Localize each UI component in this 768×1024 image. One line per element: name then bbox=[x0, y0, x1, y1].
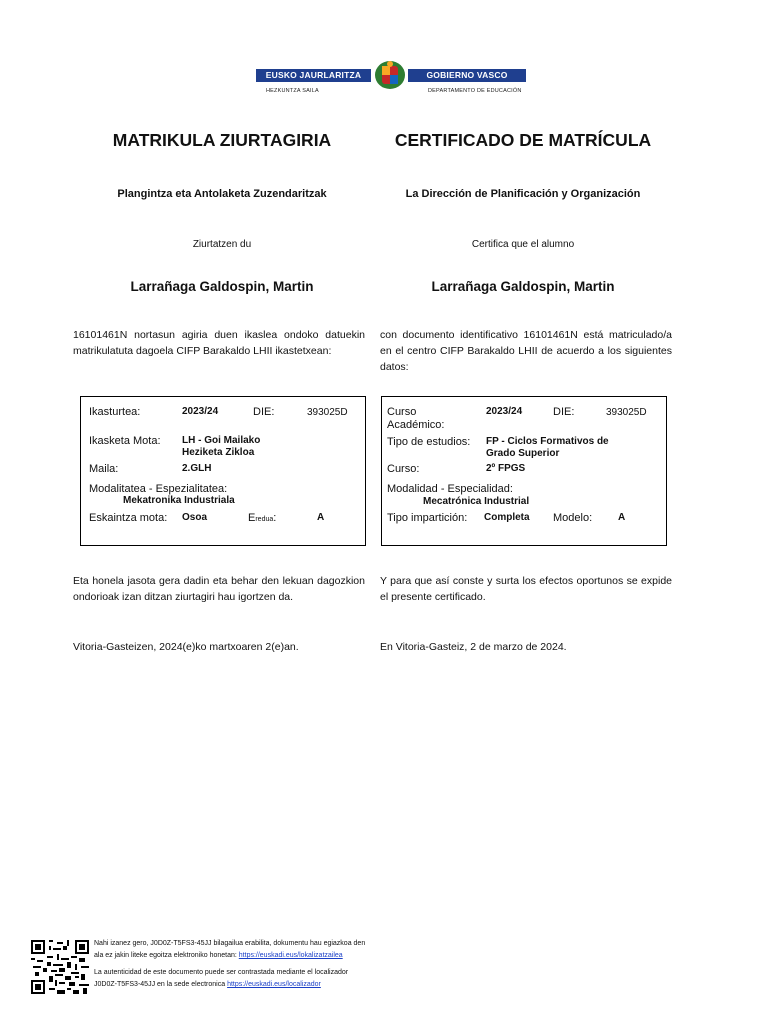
closing-eu: Eta honela jasota gera dadin eta behar den lekuan dagozkion ondorioak izan ditzan ziurtagiri hau igortzen da. bbox=[73, 575, 365, 603]
study-type-label: Tipo de estudios: bbox=[387, 436, 471, 448]
die-label: DIE: bbox=[253, 406, 275, 418]
level-value: 2.GLH bbox=[182, 463, 212, 474]
intro-es: con documento identificativo 16101461N está matriculado/a en el centro CIFP Barakaldo LHII de acuerdo a los siguientes datos: bbox=[380, 329, 672, 373]
footer-es-link[interactable]: https://euskadi.eus/localizador bbox=[227, 981, 321, 988]
student-name-eu: Larrañaga Galdospin, Martin bbox=[130, 279, 314, 294]
title-es: CERTIFICADO DE MATRÍCULA bbox=[394, 130, 652, 150]
logo-sub-right: DEPARTAMENTO DE EDUCACIÓN bbox=[428, 88, 522, 94]
die-value: 393025D bbox=[606, 407, 647, 418]
footer-eu-line1: Nahi izanez gero, J0D0Z-T5FS3-45JJ bilagailua erabilita, dokumentu hau egiazkoa den bbox=[94, 940, 366, 947]
year-label: Ikasturtea: bbox=[89, 406, 141, 418]
intro-eu: 16101461N nortasun agiria duen ikaslea ondoko datuekin matrikulatuta dagoela CIFP Barakaldo LHII ikastetxean: bbox=[73, 329, 365, 357]
issuer-eu: Plangintza eta Antolaketa Zuzendaritzak bbox=[117, 188, 327, 200]
die-label: DIE: bbox=[553, 406, 575, 418]
model-label: Modelo: bbox=[553, 512, 593, 524]
logo-sub-left: HEZKUNTZA SAILA bbox=[266, 88, 319, 94]
offer-label: Eskaintza mota: bbox=[89, 512, 168, 524]
footer-eu-link[interactable]: https://euskadi.eus/lokalizatzailea bbox=[238, 952, 343, 959]
year-value: 2023/24 bbox=[486, 406, 523, 417]
study-type-value-2: Grado Superior bbox=[486, 448, 560, 459]
government-logo bbox=[256, 60, 526, 100]
specialty-label: Modalitatea - Espezialitatea: bbox=[89, 483, 228, 495]
year-label-1: Curso bbox=[387, 406, 417, 418]
certifies-es: Certifica que el alumno bbox=[471, 239, 575, 250]
offer-value: Osoa bbox=[182, 512, 208, 523]
enrollment-box-eu bbox=[80, 396, 366, 546]
level-value: 2º FPGS bbox=[486, 463, 526, 474]
level-label: Maila: bbox=[89, 463, 119, 475]
student-name-es: Larrañaga Galdospin, Martin bbox=[431, 279, 615, 294]
coat-of-arms-icon bbox=[374, 60, 406, 90]
certifies-eu: Ziurtatzen du bbox=[192, 239, 252, 250]
title-eu: MATRIKULA ZIURTAGIRIA bbox=[112, 130, 332, 150]
study-type-value-1: LH - Goi Mailako bbox=[182, 435, 261, 446]
logo-right-label: GOBIERNO VASCO bbox=[408, 69, 526, 82]
date-es: En Vitoria-Gasteiz, 2 de marzo de 2024. bbox=[380, 641, 567, 653]
offer-label: Tipo impartición: bbox=[387, 512, 468, 524]
year-value: 2023/24 bbox=[182, 406, 219, 417]
footer-es-line1: La autenticidad de este documento puede ser contrastada mediante el localizador bbox=[94, 969, 349, 976]
logo-left-label: EUSKO JAURLARITZA bbox=[256, 69, 371, 82]
year-label-2: Académico: bbox=[387, 419, 445, 431]
qr-code-icon bbox=[31, 940, 89, 994]
study-type-label: Ikasketa Mota: bbox=[89, 435, 161, 447]
specialty-label: Modalidad - Especialidad: bbox=[387, 483, 513, 495]
model-label: Eredua: bbox=[248, 512, 277, 524]
level-label: Curso: bbox=[387, 463, 420, 475]
offer-value: Completa bbox=[484, 512, 530, 523]
die-value: 393025D bbox=[307, 407, 348, 418]
footer-es-line2: J0D0Z-T5FS3-45JJ en la sede electronica https://euskadi.eus/localizador bbox=[94, 981, 321, 988]
study-type-value-1: FP - Ciclos Formativos de bbox=[486, 436, 609, 447]
footer-eu-line2: ala ez jakin liteke egoitza elektroniko honetan: https://euskadi.eus/lokalizatzailea bbox=[94, 952, 343, 959]
specialty-value: Mecatrónica Industrial bbox=[423, 496, 530, 507]
study-type-value-2: Heziketa Zikloa bbox=[182, 447, 255, 458]
enrollment-box-es bbox=[381, 396, 667, 546]
specialty-value: Mekatronika Industriala bbox=[123, 495, 235, 506]
model-value: A bbox=[317, 512, 325, 523]
closing-es: Y para que así conste y surta los efectos oportunos se expide el presente certificado. bbox=[380, 575, 672, 603]
date-eu: Vitoria-Gasteizen, 2024(e)ko martxoaren 2(e)an. bbox=[73, 641, 299, 653]
model-value: A bbox=[618, 512, 626, 523]
issuer-es: La Dirección de Planificación y Organización bbox=[405, 188, 641, 200]
